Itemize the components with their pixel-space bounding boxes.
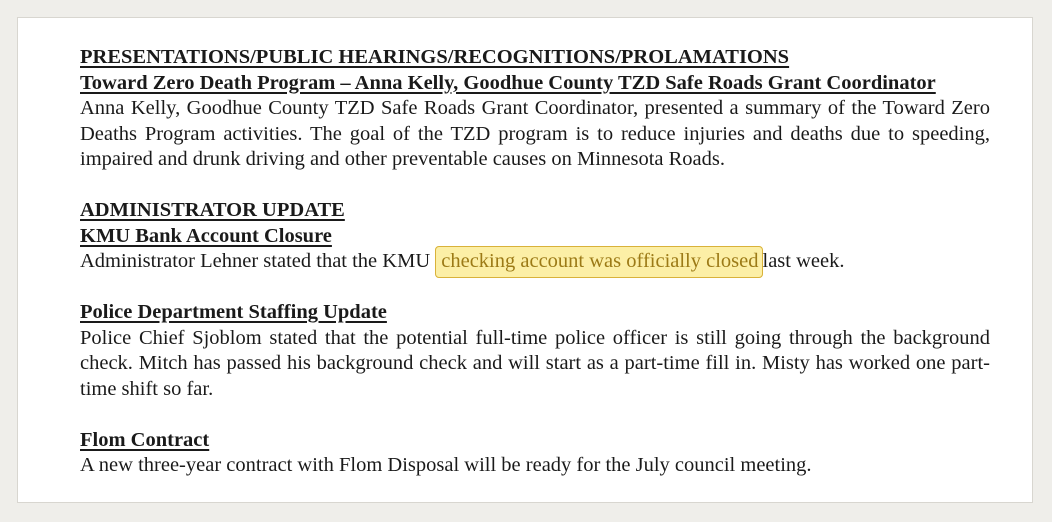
document-page: [17, 17, 1033, 503]
police-item-text: Police Chief Sjoblom stated that the potential full-time police officer is still going through the background check. Mitch has passed his background check and will start as a part-time fill in. Misty has worked one part-time shift so far.: [80, 326, 990, 400]
tzd-item-title: Toward Zero Death Program – Anna Kelly, Goodhue County TZD Safe Roads Grant Coordinator: [80, 71, 936, 94]
section-spacer: [80, 402, 990, 428]
highlighted-phrase[interactable]: checking account was officially closed: [435, 246, 762, 278]
administrator-heading: ADMINISTRATOR UPDATE: [80, 199, 345, 221]
police-item-title: Police Department Staffing Update: [80, 301, 387, 323]
presentations-heading: PRESENTATIONS/PUBLIC HEARINGS/RECOGNITIONS/PROLAMATIONS: [80, 46, 790, 68]
kmu-item-title: KMU Bank Account Closure: [80, 224, 332, 247]
minutes-content: [80, 45, 990, 479]
tzd-item-text: Anna Kelly, Goodhue County TZD Safe Roads Grant Coordinator, presented a summary of the Toward Zero Deaths Program activities. The goal of the TZD program is to reduce injuries and deaths due to speeding, impaired and drunk driving and other preventable causes on Minnesota Roads.: [80, 97, 990, 170]
section-spacer: [80, 275, 990, 301]
flom-item-title: Flom Contract: [80, 428, 210, 451]
flom-item-text: A new three-year contract with Flom Disposal will be ready for the July council meeting.: [80, 454, 812, 476]
kmu-item-text: [80, 249, 990, 275]
kmu-text-after: last week.: [762, 250, 845, 272]
section-spacer: [80, 173, 990, 199]
kmu-text-before: Administrator Lehner stated that the KMU: [80, 250, 431, 272]
